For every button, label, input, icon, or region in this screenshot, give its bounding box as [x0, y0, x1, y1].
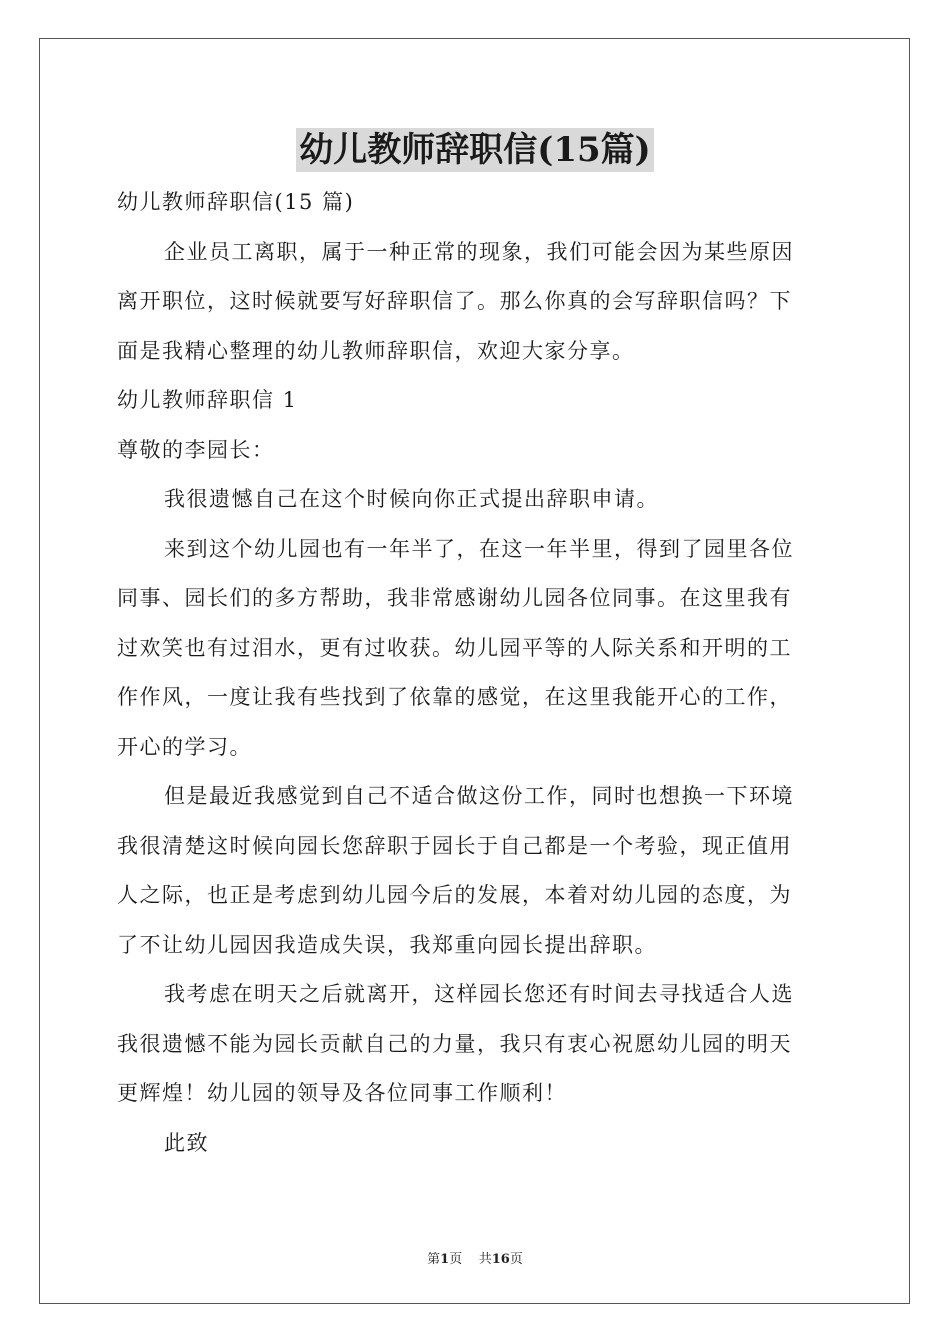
document-title: 幼儿教师辞职信(15篇)	[296, 128, 654, 172]
page-prefix: 第	[427, 1252, 441, 1267]
paragraph-3-line-3: 人之际，也正是考虑到幼儿园今后的发展，本着对幼儿园的态度，为	[117, 883, 792, 907]
paragraph-3-line-4: 了不让幼儿园因我造成失误，我郑重向园长提出辞职。	[117, 932, 657, 957]
paragraph-2-line-2: 同事、园长们的多方帮助，我非常感谢幼儿园各位同事。在这里我有	[117, 586, 792, 610]
page-number: 1	[440, 1252, 450, 1267]
intro-line-2: 离开职位，这时候就要写好辞职信了。那么你真的会写辞职信吗？下	[117, 289, 792, 313]
title-container	[0, 128, 950, 172]
paragraph-2-line-4: 作作风，一度让我有些找到了依靠的感觉，在这里我能开心的工作，	[117, 685, 792, 709]
salutation: 尊敬的李园长：	[117, 437, 275, 462]
paragraph-4-line-1: 我考虑在明天之后就离开，这样园长您还有时间去寻找适合人选	[164, 982, 794, 1006]
total-suffix: 页	[509, 1252, 523, 1267]
closing-line: 此致	[164, 1130, 209, 1155]
section-heading: 幼儿教师辞职信 1	[117, 388, 298, 412]
subtitle-line: 幼儿教师辞职信(15 篇)	[117, 190, 355, 214]
total-pages: 16	[491, 1252, 510, 1267]
paragraph-4-line-2: 我很遗憾不能为园长贡献自己的力量，我只有衷心祝愿幼儿园的明天	[117, 1031, 792, 1056]
intro-line-1: 企业员工离职，属于一种正常的现象，我们可能会因为某些原因	[164, 239, 794, 264]
paragraph-2-line-3: 过欢笑也有过泪水，更有过收获。幼儿园平等的人际关系和开明的工	[117, 635, 792, 660]
paragraph-2-line-5: 开心的学习。	[117, 734, 252, 759]
document-body	[117, 178, 837, 1168]
intro-line-3: 面是我精心整理的幼儿教师辞职信，欢迎大家分享。	[117, 338, 635, 363]
paragraph-2-line-1: 来到这个幼儿园也有一年半了，在这一年半里，得到了园里各位	[164, 536, 794, 561]
page-suffix: 页	[449, 1252, 463, 1267]
paragraph-1: 我很遗憾自己在这个时候向你正式提出辞职申请。	[164, 487, 659, 511]
paragraph-3-line-1: 但是最近我感觉到自己不适合做这份工作，同时也想换一下环境	[164, 784, 794, 808]
paragraph-4-line-3: 更辉煌！幼儿园的领导及各位同事工作顺利！	[117, 1081, 567, 1105]
page-footer	[0, 1248, 950, 1267]
total-prefix: 共	[478, 1252, 492, 1267]
paragraph-3-line-2: 我很清楚这时候向园长您辞职于园长于自己都是一个考验，现正值用	[117, 833, 792, 858]
